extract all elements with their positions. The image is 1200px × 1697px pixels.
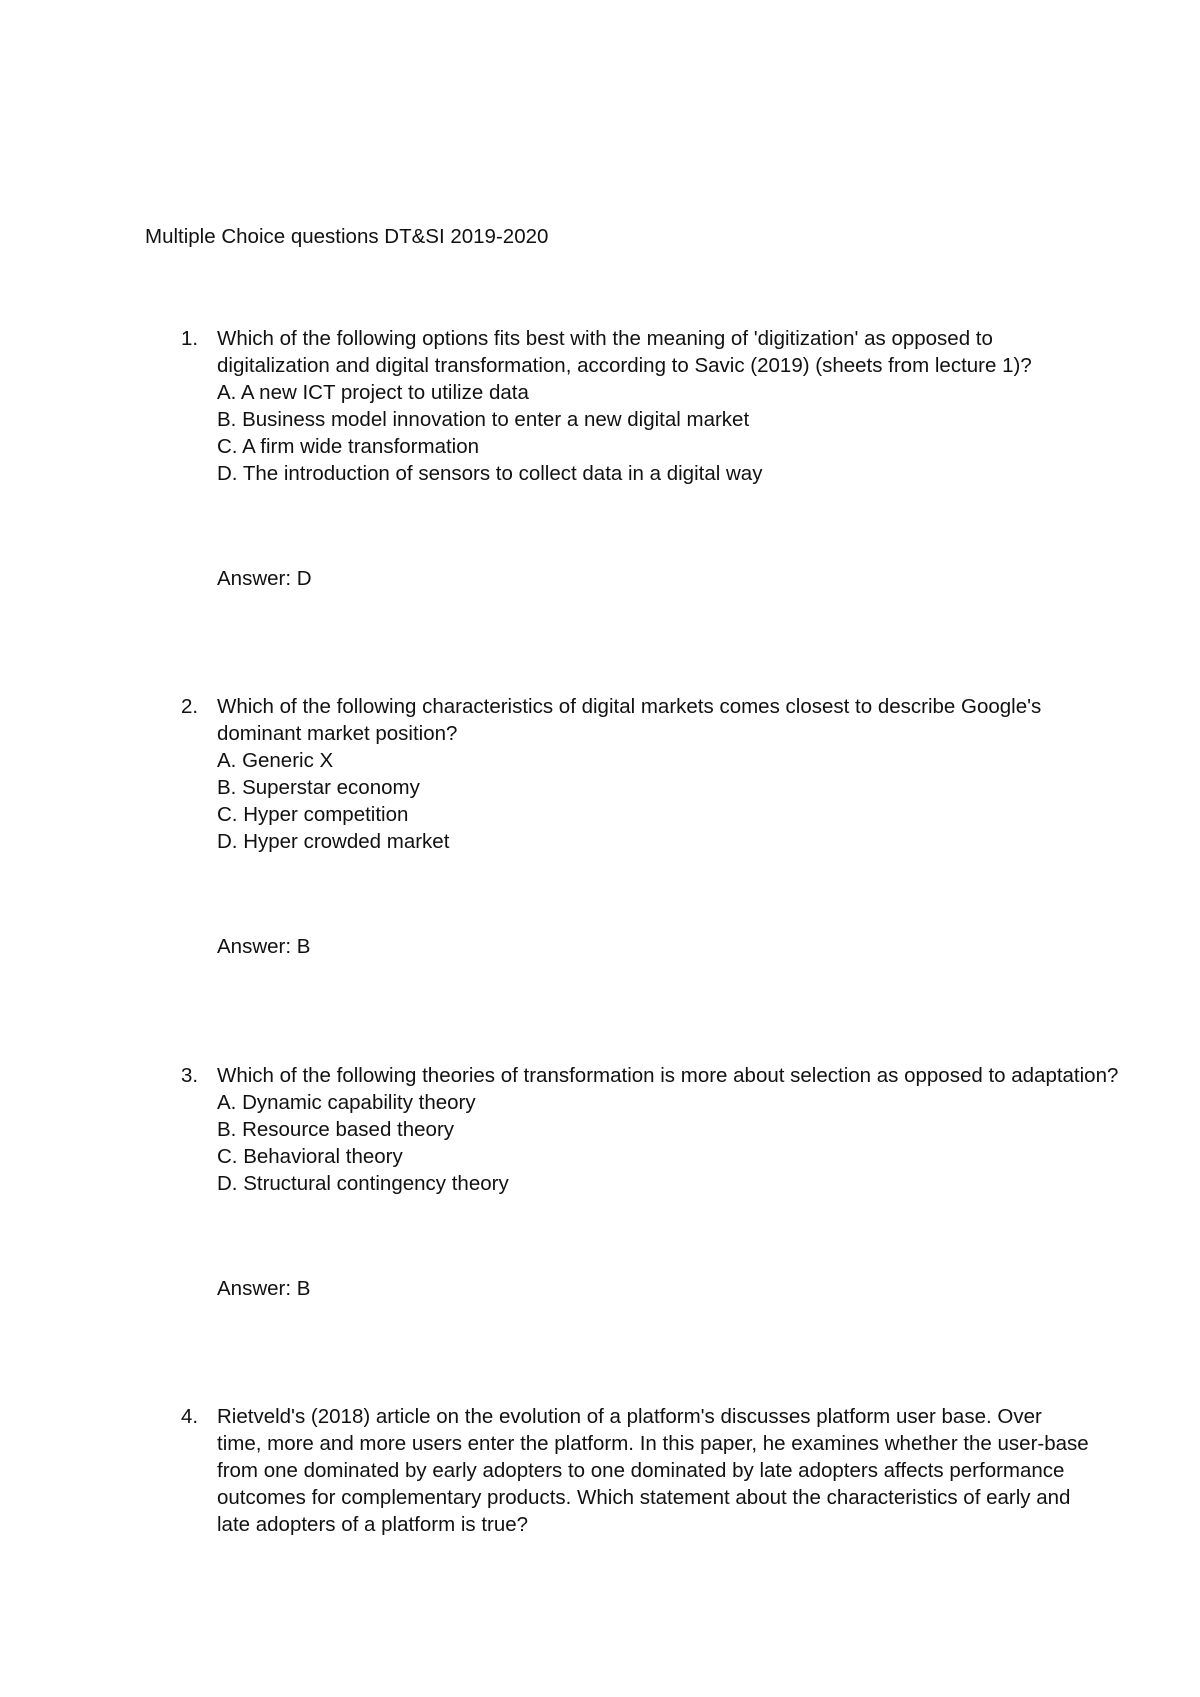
option-b: B. Business model innovation to enter a new digital market: [217, 408, 750, 431]
question-body: [217, 325, 1177, 487]
question-number: 1.: [181, 327, 199, 350]
question-stem-line: outcomes for complementary products. Which statement about the characteristics of early and: [217, 1486, 1071, 1509]
option-d: D. The introduction of sensors to collect data in a digital way: [217, 462, 763, 485]
option-a: A. A new ICT project to utilize data: [217, 381, 529, 404]
question-stem-line: Which of the following theories of transformation is more about selection as opposed to adaptation?: [217, 1064, 1119, 1087]
option-a: A. Dynamic capability theory: [217, 1091, 476, 1114]
question-stem-line: Which of the following characteristics of digital markets comes closest to describe Google's: [217, 695, 1042, 718]
question-stem-line: Which of the following options fits best with the meaning of 'digitization' as opposed to: [217, 327, 993, 350]
question-stem-line: digitalization and digital transformation, according to Savic (2019) (sheets from lecture 1)?: [217, 354, 1032, 377]
question-body: [217, 693, 1177, 855]
option-d: D. Structural contingency theory: [217, 1172, 509, 1195]
question-stem-line: from one dominated by early adopters to one dominated by late adopters affects performance: [217, 1459, 1065, 1482]
question-body: [217, 1062, 1177, 1197]
option-c: C. A firm wide transformation: [217, 435, 480, 458]
question-number: 4.: [181, 1405, 199, 1428]
option-b: B. Superstar economy: [217, 776, 420, 799]
question-stem-line: time, more and more users enter the platform. In this paper, he examines whether the user-base: [217, 1432, 1089, 1455]
question-stem-line: Rietveld's (2018) article on the evolution of a platform's discusses platform user base. Over: [217, 1405, 1042, 1428]
question-number: 2.: [181, 695, 199, 718]
question-stem-line: dominant market position?: [217, 722, 458, 745]
answer: Answer: D: [217, 567, 312, 590]
option-d: D. Hyper crowded market: [217, 830, 450, 853]
question-stem-line: late adopters of a platform is true?: [217, 1513, 529, 1536]
answer: Answer: B: [217, 1277, 311, 1300]
answer: Answer: B: [217, 935, 311, 958]
document-title: Multiple Choice questions DT&SI 2019-2020: [145, 225, 549, 248]
option-b: B. Resource based theory: [217, 1118, 455, 1141]
option-c: C. Behavioral theory: [217, 1145, 403, 1168]
question-body: [217, 1403, 1177, 1538]
option-a: A. Generic X: [217, 749, 334, 772]
option-c: C. Hyper competition: [217, 803, 409, 826]
question-number: 3.: [181, 1064, 199, 1087]
